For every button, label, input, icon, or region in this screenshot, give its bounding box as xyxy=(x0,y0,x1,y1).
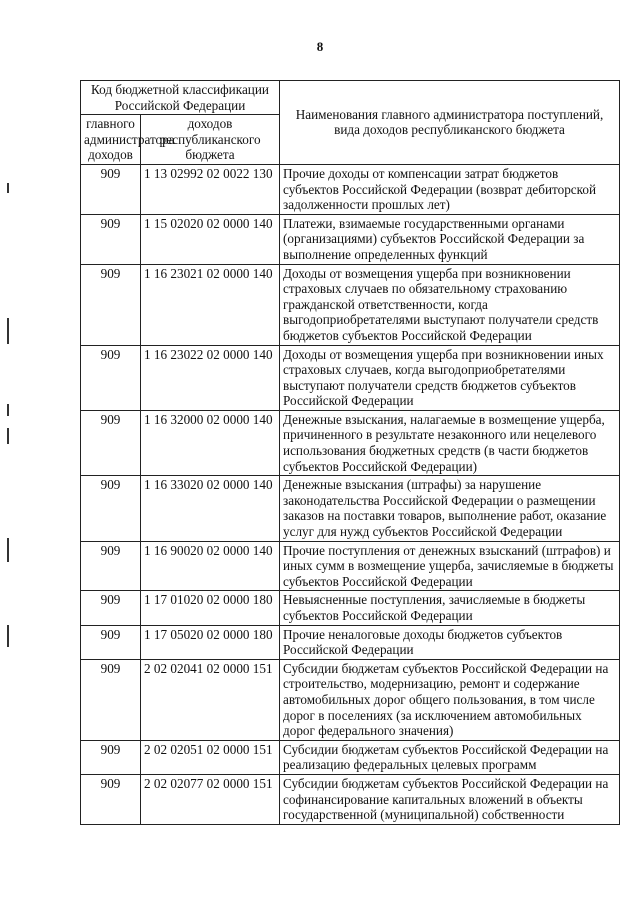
row-revenue-code: 1 13 02992 02 0022 130 xyxy=(141,164,280,214)
table-row xyxy=(81,476,620,541)
table-row xyxy=(81,774,620,824)
row-admin-code: 909 xyxy=(81,774,141,824)
scan-mark xyxy=(7,183,9,193)
row-admin-code: 909 xyxy=(81,264,141,345)
header-group-title: Код бюджетной классификации Российской Федерации xyxy=(81,81,280,115)
row-admin-code: 909 xyxy=(81,214,141,264)
row-admin-code: 909 xyxy=(81,164,141,214)
row-admin-code: 909 xyxy=(81,345,141,410)
row-revenue-code: 2 02 02051 02 0000 151 xyxy=(141,740,280,774)
scan-mark xyxy=(7,625,9,647)
row-revenue-code: 1 16 90020 02 0000 140 xyxy=(141,541,280,591)
row-revenue-name: Прочие доходы от компенсации затрат бюджетов субъектов Российской Федерации (возврат дебиторской задолженности прошлых лет) xyxy=(280,164,620,214)
row-revenue-name: Прочие неналоговые доходы бюджетов субъектов Российской Федерации xyxy=(280,625,620,659)
table-row xyxy=(81,345,620,410)
header-admin-column: главного администратора доходов xyxy=(81,115,141,165)
budget-classification-table xyxy=(80,80,620,825)
scan-mark xyxy=(7,428,9,444)
table-row xyxy=(81,214,620,264)
scan-mark xyxy=(7,538,9,562)
table-row xyxy=(81,541,620,591)
row-revenue-name: Невыясненные поступления, зачисляемые в бюджеты субъектов Российской Федерации xyxy=(280,591,620,625)
row-revenue-name: Денежные взыскания (штрафы) за нарушение законодательства Российской Федерации о размещении заказов на поставки товаров, выполнение работ, оказание услуг для нужд субъектов Российской Федерации xyxy=(280,476,620,541)
page-number: 8 xyxy=(316,39,324,54)
scan-mark xyxy=(7,404,9,416)
row-revenue-code: 1 16 33020 02 0000 140 xyxy=(141,476,280,541)
table-body xyxy=(81,164,620,824)
row-revenue-name: Субсидии бюджетам субъектов Российской Федерации на строительство, модернизацию, ремонт и содержание автомобильных дорог общего пользования, в том числе дорог в поселениях (за исключением автомобильных дорог федерального значения) xyxy=(280,659,620,740)
row-revenue-name: Доходы от возмещения ущерба при возникновении страховых случаев по обязательному страхованию гражданской ответственности, когда выгодоприобретателями выступают получатели средств бюджетов субъектов Российской Федерации xyxy=(280,264,620,345)
table-row xyxy=(81,591,620,625)
header-name-column: Наименования главного администратора поступлений, вида доходов республиканского бюджета xyxy=(280,81,620,165)
row-revenue-name: Субсидии бюджетам субъектов Российской Федерации на софинансирование капитальных вложений в объекты государственной (муниципальной) собственности xyxy=(280,774,620,824)
scan-mark xyxy=(7,318,9,344)
header-code-column: доходов республиканского бюджета xyxy=(141,115,280,165)
row-revenue-name: Платежи, взимаемые государственными органами (организациями) субъектов Российской Федерации за выполнение определенных функций xyxy=(280,214,620,264)
row-revenue-name: Доходы от возмещения ущерба при возникновении иных страховых случаев, когда выгодоприобретателями выступают получатели средств бюджетов субъектов Российской Федерации xyxy=(280,345,620,410)
row-revenue-name: Прочие поступления от денежных взысканий (штрафов) и иных сумм в возмещение ущерба, зачисляемые в бюджеты субъектов Российской Федерации xyxy=(280,541,620,591)
row-revenue-code: 1 16 32000 02 0000 140 xyxy=(141,410,280,475)
row-admin-code: 909 xyxy=(81,591,141,625)
row-admin-code: 909 xyxy=(81,740,141,774)
row-admin-code: 909 xyxy=(81,541,141,591)
table-row xyxy=(81,264,620,345)
table-row xyxy=(81,740,620,774)
row-revenue-code: 2 02 02077 02 0000 151 xyxy=(141,774,280,824)
row-revenue-code: 1 17 05020 02 0000 180 xyxy=(141,625,280,659)
table-row xyxy=(81,410,620,475)
row-admin-code: 909 xyxy=(81,625,141,659)
row-revenue-code: 2 02 02041 02 0000 151 xyxy=(141,659,280,740)
row-revenue-name: Субсидии бюджетам субъектов Российской Федерации на реализацию федеральных целевых программ xyxy=(280,740,620,774)
row-revenue-name: Денежные взыскания, налагаемые в возмещение ущерба, причиненного в результате незаконного или нецелевого использования бюджетных средств (в части бюджетов субъектов Российской Федерации) xyxy=(280,410,620,475)
row-admin-code: 909 xyxy=(81,410,141,475)
table-row xyxy=(81,625,620,659)
row-admin-code: 909 xyxy=(81,476,141,541)
table-row xyxy=(81,659,620,740)
row-admin-code: 909 xyxy=(81,659,141,740)
row-revenue-code: 1 16 23022 02 0000 140 xyxy=(141,345,280,410)
table-row xyxy=(81,164,620,214)
row-revenue-code: 1 16 23021 02 0000 140 xyxy=(141,264,280,345)
row-revenue-code: 1 15 02020 02 0000 140 xyxy=(141,214,280,264)
row-revenue-code: 1 17 01020 02 0000 180 xyxy=(141,591,280,625)
